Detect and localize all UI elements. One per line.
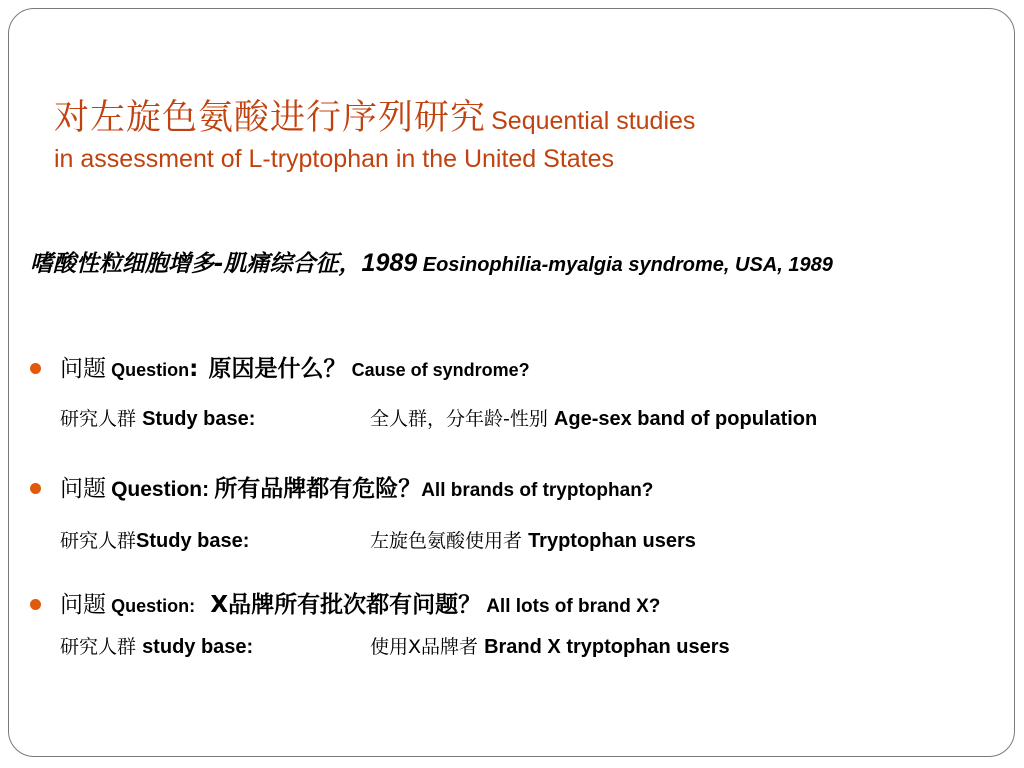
bullet-icon <box>30 599 41 610</box>
question-label-zh: 问题 <box>60 476 106 502</box>
question-label-zh: 问题 <box>60 356 106 382</box>
study-base-answer-zh: 使用X品牌者 <box>370 636 479 658</box>
question-text-zh: 原因是什么？ <box>208 356 347 382</box>
study-base-row <box>30 632 1010 662</box>
study-base-answer-en: Brand X tryptophan users <box>484 636 730 658</box>
intro-heading <box>30 242 1005 287</box>
question-colon: : <box>189 356 199 382</box>
study-base-zh: 研究人群 <box>60 408 137 430</box>
question-label-en: Question: <box>111 478 210 501</box>
question-text-en: All lots of brand X? <box>486 596 661 617</box>
study-base-en: study base: <box>142 636 254 658</box>
study-base-label <box>60 632 370 662</box>
study-base-row <box>30 404 1010 434</box>
intro-year: 1989 <box>361 249 418 277</box>
study-base-zh: 研究人群 <box>60 636 137 658</box>
study-base-label <box>60 526 370 556</box>
question-row <box>30 588 1010 624</box>
study-base-answer-zh: 全人群，分年龄-性别 <box>370 408 548 430</box>
question-text-zh: X品牌所有批次都有问题？ <box>210 592 482 618</box>
question-label-en: Question: <box>111 596 196 616</box>
question-row <box>30 352 1010 388</box>
question-text-zh: 所有品牌都有危险？ <box>214 476 422 502</box>
question-label-en: Question <box>111 360 190 380</box>
study-base-zh: 研究人群 <box>60 530 137 552</box>
study-base-en: Study base: <box>136 530 250 552</box>
slide-title <box>54 96 984 176</box>
question-label-zh: 问题 <box>60 592 106 618</box>
question-block-3 <box>30 588 1010 662</box>
question-block-1 <box>30 352 1010 434</box>
intro-chinese: 嗜酸性粒细胞增多-肌痛综合征， <box>30 251 362 277</box>
title-english-part2: in assessment of L-tryptophan in the United States <box>54 145 615 173</box>
question-text-en: All brands of tryptophan? <box>421 480 654 501</box>
study-base-answer-en: Age-sex band of population <box>553 408 818 430</box>
study-base-en: Study base: <box>142 408 256 430</box>
bullet-icon <box>30 483 41 494</box>
title-chinese: 对左旋色氨酸进行序列研究 <box>54 98 487 138</box>
title-english-part1: Sequential studies <box>491 107 696 135</box>
study-base-answer-en: Tryptophan users <box>528 530 696 552</box>
study-base-label <box>60 404 370 434</box>
bullet-icon <box>30 363 41 374</box>
intro-english: Eosinophilia-myalgia syndrome, USA, 1989 <box>422 254 833 276</box>
question-text-en: Cause of syndrome? <box>351 360 530 380</box>
question-block-2 <box>30 472 1010 556</box>
question-row <box>30 472 1010 508</box>
study-base-row <box>30 526 1010 556</box>
study-base-answer-zh: 左旋色氨酸使用者 <box>370 530 523 552</box>
